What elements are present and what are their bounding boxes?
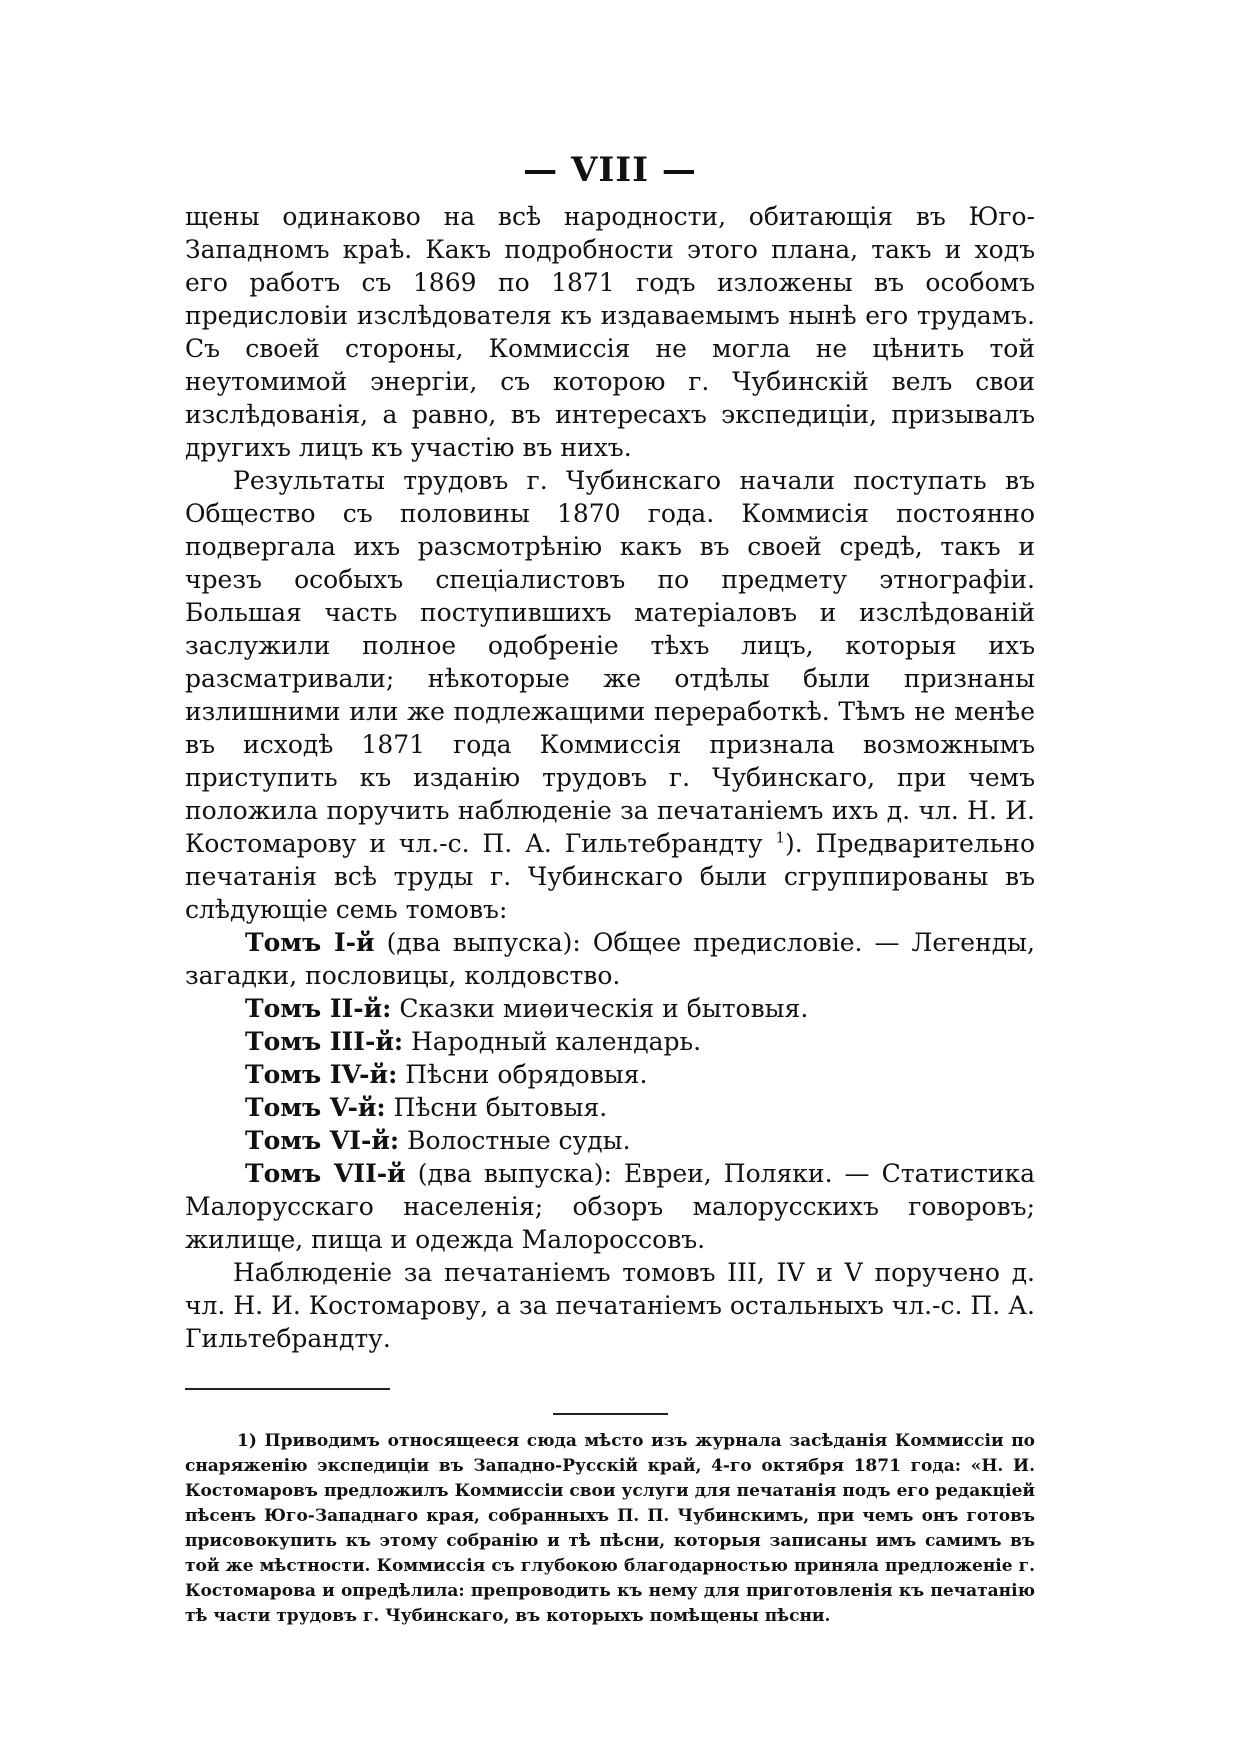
volume-text: Народный календарь. <box>403 1027 702 1056</box>
volume-label: Томъ VI-й: <box>245 1126 400 1155</box>
paragraph-1: щены одинаково на всѣ народности, обитающія въ Юго-Западномъ краѣ. Какъ подробности этого плана, такъ и ходъ его работъ съ 1869 по 1871 годъ изложены въ особомъ предисловіи изслѣдователя къ издаваемымъ нынѣ его трудамъ. Съ своей стороны, Коммиссія не могла не цѣнить той неутомимой энергіи, съ которою г. Чубинскій велъ свои изслѣдованія, а равно, въ интересахъ экспедиціи, призывалъ другихъ лицъ къ участію въ нихъ. <box>185 202 1035 462</box>
footnote-mark: 1 <box>237 1431 249 1451</box>
section-separator <box>553 1413 668 1415</box>
footnote-text: ) Приводимъ относящееся сюда мѣсто изъ журнала засѣданія Коммиссіи по снаряженію экспедиціи въ Западно-Русскій край, 4-го октября 1871 года: «Н. И. Костомаровъ предложилъ Коммиссіи свои услуги для печатанія подъ его редакціей пѣсенъ Юго-Западнаго края, собранныхъ П. П. Чубинскимъ, при чемъ онъ готовъ присовокупить къ этому собранію и тѣ пѣсни, которыя записаны имъ самимъ въ той же мѣстности. Коммиссія съ глубокою благодарностью приняла предложеніе г. Костомарова и опредѣлила: препроводить къ нему для приготовленія къ печатанію тѣ части трудовъ г. Чубинскаго, въ которыхъ помѣщены пѣсни. <box>185 1431 1035 1626</box>
volume-label: Томъ IV-й: <box>245 1060 398 1089</box>
volume-text: (два выпуска): Евреи, Поляки. — Статистика Малорусскаго населенія; обзоръ малорусскихъ говоровъ; жилище, пища и одежда Малороссовъ. <box>185 1159 1035 1254</box>
volume-label: Томъ III-й: <box>245 1027 404 1056</box>
footnote-reference: 1 <box>775 828 785 847</box>
footnote-rule <box>185 1388 390 1390</box>
volume-label: Томъ II-й: <box>245 994 392 1023</box>
volume-label: Томъ VII-й <box>245 1159 406 1188</box>
volume-text: Пѣсни бытовыя. <box>385 1093 608 1122</box>
paragraph-2-continuation: ). Предварительно печатанія всѣ труды г. Чубинскаго были сгруппированы въ слѣдующіе семь томовъ: <box>185 829 1035 924</box>
paragraph-2-text: Результаты трудовъ г. Чубинскаго начали поступать въ Общество съ половины 1870 года. Коммисія постоянно подвергала ихъ разсмотрѣнію какъ въ своей средѣ, такъ и чрезъ особыхъ спеціалистовъ по предмету этнографіи. Большая часть поступившихъ матеріаловъ и изслѣдованій заслужили полное одобреніе тѣхъ лицъ, которыя ихъ разсматривали; нѣкоторые же отдѣлы были признаны излишними или же подлежащими переработкѣ. Тѣмъ не менѣе въ исходѣ 1871 года Коммиссія признала возможнымъ приступить къ изданію трудовъ г. Чубинскаго, при чемъ положила поручить наблюденіе за печатаніемъ ихъ д. чл. Н. И. Костомарову и чл.-с. П. А. Гильтебрандту <box>185 466 1035 858</box>
volume-label: Томъ V-й: <box>245 1093 386 1122</box>
page-body <box>185 150 1035 1626</box>
volume-text: Сказки миѳическія и бытовыя. <box>391 994 809 1023</box>
volume-text: Пѣсни обрядовыя. <box>397 1060 648 1089</box>
volume-item <box>185 926 1035 992</box>
volume-text: Волостные суды. <box>399 1126 631 1155</box>
footnote <box>185 1429 1035 1629</box>
volume-item <box>185 1058 1035 1091</box>
volume-item <box>185 1091 1035 1124</box>
paragraph-2 <box>185 464 1035 926</box>
volume-item <box>185 992 1035 1025</box>
volume-list <box>185 926 1035 1256</box>
page-number: — VIII — <box>523 150 697 190</box>
closing-paragraph: Наблюденіе за печатаніемъ томовъ III, IV и V поручено д. чл. Н. И. Костомарову, а за печатаніемъ остальныхъ чл.-с. П. А. Гильтебрандту. <box>185 1258 1035 1353</box>
volume-item <box>185 1157 1035 1256</box>
volume-label: Томъ I-й <box>245 928 375 957</box>
volume-text: (два выпуска): Общее предисловіе. — Легенды, загадки, пословицы, колдовство. <box>185 928 1035 990</box>
volume-item <box>185 1025 1035 1058</box>
volume-item <box>185 1124 1035 1157</box>
